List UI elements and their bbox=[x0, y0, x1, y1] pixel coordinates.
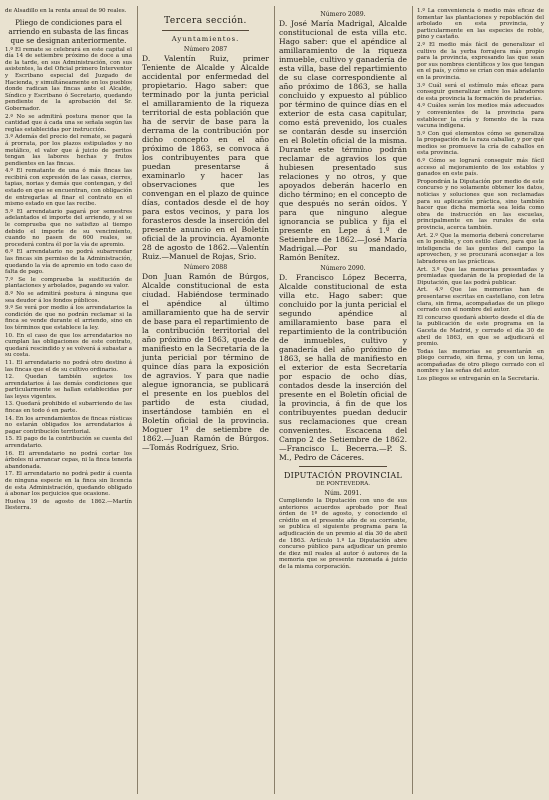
paragraph: Los pliegos se entregarán en la Secretaría. bbox=[417, 376, 540, 383]
column-2 bbox=[137, 8, 274, 792]
paragraph: 14. En los arrendamientos de fincas rústicas no estarán obligados los arrendatarios á pagar contribución territorial. bbox=[5, 415, 132, 435]
notice-text: D. Valentín Ruiz, primer Teniente de Alcalde y Alcalde accidental por enfermedad del propietario. Hago saber: que terminado por la junta pericial el amillaramiento de la riqueza territorial de esta población que ha de servir de base para la derrama de la contribución por dicho concepto en el año próximo de 1863, se convoca á los contribuyentes para que puedan presentarse á examinarlo y hacer las observaciones que les convengan en el plazo de quince días, contados desde el de hoy para estos vecinos, y para los forasteros desde la inserción del presente anuncio en el Boletín oficial de la provincia. Ayamonte 28 de agosto de 1862.—Valentín Ruiz.—Manuel de Rojas, Srio. bbox=[142, 54, 269, 261]
divider bbox=[162, 30, 249, 31]
paragraph: 1.º La conveniencia ó medio más eficaz de fomentar las plantaciones y repoblación del arbolado en esta provincia, y particularmente en las especies de roble, pino y castaño. bbox=[417, 8, 544, 41]
diputacion-subtitle: DE PONTEVEDRA. bbox=[315, 481, 371, 487]
notice-number: Número 2088 bbox=[183, 264, 228, 271]
paragraph: 8.º No se admitirá postura á ninguna que sea deudor á los fondos públicos. bbox=[5, 290, 132, 304]
paragraph: 17. El arrendatario no podrá pedir á cuenta de ninguna especie en la finca sin licencia de esta Administración, quedando obligado á abonar los perjuicios que ocasione. bbox=[5, 471, 132, 498]
column-4 bbox=[412, 8, 549, 792]
conditions-title: Pliego de condiciones para el arriendo en subasta de las fincas que se designan anteriormente. bbox=[8, 17, 129, 45]
column-1 bbox=[0, 8, 137, 792]
paragraph: 5.º Con qué elementos cómo se generaliza la propagación de la raza caballar, y por qué medios se promueve la cría de caballos en esta provincia. bbox=[417, 130, 544, 157]
notice-number: Número 2087 bbox=[183, 46, 228, 53]
paragraph: Art. 2.º Que la memoria deberá concretarse en lo posible, y con estilo claro, para que la inteligencia de las gentes del campo la aprovechen, y se procurará aconsejar a los labradores en las prácticas. bbox=[417, 232, 544, 265]
paragraph: Huelva 19 de agosto de 1862.—Martín Ilesterra. bbox=[5, 498, 132, 512]
notice-text: D. Francisco López Becerra, Alcalde constitucional de esta villa etc. Hago saber: que concluido por la junta pericial el segundo apéndice al amillaramiento base para el repartimiento de la contribución de inmuebles, cultivo y ganadería del año próximo de 1863, se halla de manifiesto en el exterior de esta Secretaría por espacio de ocho días, contados desde la inserción del presente en el Boletín oficial de la provincia, á fin de que los contribuyentes puedan deducir sus reclamaciones que crean convenientes. Escacena del Campo 2 de Setiembre de 1862.—Francisco L. Becerra.—P. S. M., Pedro de Cáceres. bbox=[279, 273, 407, 462]
paragraph: 2.º No se admitirá postura menor que la cantidad que á cada una se señala según las reglas establecidas por instrucción. bbox=[5, 113, 132, 133]
paragraph: 12. Quedan también sujetos los arrendatarios á las demás condiciones que particularmente se hallan establecidas por las leyes vigentes. bbox=[5, 374, 132, 400]
conditions-list bbox=[5, 47, 132, 512]
notice-number: Núm. 2091. bbox=[324, 490, 362, 497]
program-list bbox=[417, 8, 544, 383]
section-subtitle: Ayuntamientos. bbox=[171, 35, 240, 43]
paragraph: 9.º Se verá por medio á los arrendatarios la condición de que no podrán reclamar si la finca se vende durante el arriendo, sino en los términos que establece la ley. bbox=[5, 305, 132, 331]
notice-text: Don Juan Ramón de Búrgos, Alcalde constitucional de esta ciudad. Habiéndose terminado el apéndice al último amillaramiento que ha de servir de base para el repartimiento de la contribución territorial del año próximo de 1863, queda de manifiesto en la Secretaría de la junta pericial por término de quince días para la exposición de agravios. Y para que nadie alegue ignorancia, se publicará el presente en los pueblos del partido de esta ciudad, insertándose también en el Boletín oficial de la provincia. Moguer 1º de setiembre de 1862.—Juan Ramón de Búrgos.—Tomás Rodríguez, Srio. bbox=[142, 272, 269, 452]
paragraph: 16. El arrendatario no podrá cortar los árboles ni arrancar cepas, ni la finca tenerla abandonada. bbox=[5, 450, 132, 470]
paragraph: El concurso quedará abierto desde el día de la publicación de este programa en la Gaceta de Madrid, y cerrado el día 30 de abril de 1863, en que se adjudicará el premio. bbox=[417, 314, 544, 348]
paragraph: 1.º El remate se celebrará en este capital el día 14 de setiembre próximo de doce a una de la tarde, en sus Administración, con sus asistentes, la del Oficial primero Interventor y Escribano especial del Juzgado de Hacienda, y simultáneamente en los pueblos donde radican las fincas ante el Alcalde, Síndico y Escribano ó Secretario, quedando pendiente de la aprobación del Sr. Gobernador. bbox=[5, 46, 132, 112]
paragraph: 4.º Cuáles serán los medios más adecuados y convenientes de la provincia para establecer la cría y fomento de la raza vacuna indígena. bbox=[417, 103, 544, 130]
paragraph: Art. 4.º Que las memorias han de presentarse escritas en castellano, con letra clara, sin firma, acompañadas de un pliego cerrado con el nombre del autor. bbox=[417, 287, 544, 314]
paragraph: 3.º Además del precio del remate, se pagará á prorrata, por los plazos estipulados y no metálico, el valor que á juicio de peritos tengan las labores hechas y frutos pendientes en las fincas. bbox=[5, 134, 132, 167]
intro-text: de Alsadillo en la renta anual de 90 reales. bbox=[5, 8, 127, 14]
paragraph: Todas las memorias se presentarán en pliego cerrado, sin firma, y con un lema, acompañadas de otro pliego cerrado con el nombre y las señas del autor. bbox=[417, 348, 544, 375]
notice-text: Cumpliendo la Diputación con uno de sus anteriores acuerdos aprobado por Real órden de 1º de agosto, y conociendo el crédito en el presente año de su corriente, se publica el siguiente programa para la adjudicación de un premio al día 30 de abril de 1863. Artículo 1.º La Diputación abre concurso público para adjudicar un premio de diez mil reales al autor ó autores de la memoria que se presente razonada á juicio de la misma corporación. bbox=[279, 498, 407, 570]
paragraph: 11. El arrendatario no podrá otro destino á las fincas que el de su cultivo ordinario. bbox=[5, 359, 132, 373]
paragraph: Propondrán la Diputación por medio de este concurso y no solamente obtener los datos, noticias y soluciones que son reclamadas para su aplicación práctica, sino también hacer que dicha memoria sea leída como obra de instrucción en las escuelas, principalmente en las rurales de esta provincia, acerca también. bbox=[417, 178, 544, 231]
notice-number: Número 2090. bbox=[320, 265, 366, 272]
paragraph: 10. En el caso de que los arrendatarios no cumplan las obligaciones de este contrato, quedará rescindido y se volverá á subastar a su costa. bbox=[5, 332, 132, 359]
paragraph: 6.º Cómo se logrará conseguir más fácil acceso al mejoramiento de los establos y ganados en este país. bbox=[417, 158, 544, 178]
paragraph: 13. Quedará prohibido el subarriendo de las fincas en todo ó en parte. bbox=[5, 401, 132, 415]
diputacion-title: DIPUTACIÓN PROVINCIAL bbox=[283, 471, 403, 480]
paragraph: 4.º El rematante de una ó más fincas las recibirá con expresión de las casas, cierres, tapias, norias y demás que contengan, y del estado en que se encuentran, con obligación de entregarlas al finar el contrato en el mismo estado en que las recibe. bbox=[5, 168, 132, 208]
paragraph: 7.º Se le comprueba la sustitución de plantaciones y arbolados, pagando su valor. bbox=[5, 276, 132, 290]
paragraph: Art. 3.º Que las memorias presentadas y premiadas quedarán de la propiedad de la Diputación, que las podrá publicar. bbox=[417, 266, 544, 286]
paragraph: 2.º El medio más fácil de generalizar el cultivo de la yerba forrajera más propio para la provincia, expresando las que sean por sus nombres científicos y los que tengan en el país, y cómo se crían con más adelanto en la provincia. bbox=[417, 41, 544, 81]
section-title: Tercera sección. bbox=[164, 16, 247, 26]
paragraph: 6.º El arrendatario no podrá subarrendar las fincas sin permiso de la Administración, quedando la vía de apremio en todo caso de falta de pago. bbox=[5, 249, 132, 276]
paragraph: 3.º Cuál será el estímulo más eficaz para conseguir generalizar entre los labradores de esta provincia la formación de praderías. bbox=[417, 82, 544, 102]
notice-number: Número 2089. bbox=[320, 11, 366, 18]
paragraph: 5.º El arrendatario pagará por semestres adelantados el importe del arriendo, y si se le comprueba que no satisfizo al tiempo debido el importe de su vencimiento, cuando no pasen de 600 reales, se procederá contra él por la vía de apremio. bbox=[5, 208, 132, 248]
column-3 bbox=[274, 8, 412, 792]
notice-text: D. José María Madrigal, Alcalde constitucional de esta villa etc. Hago saber: que el apéndice al amillaramiento de la riqueza inmueble, cultivo y ganadería de esta villa, base del repartimiento de su clase correspondiente al año próximo de 1863, se halla concluido y expuesto al público por término de quince días en el exterior de esta casa capitular, como está prevenido, los cuales se contarán desde su inserción en el Boletín oficial de la misma. Durante este término podrán reclamar de agravios los que hubiesen presentado sus relaciones y no otros, y que apoyados deberán hacerlo en dicho término; en el concepto de que después no serán oídos. Y para que ninguno alegue ignorancia se publica y fija el presente en Lepe á 1.º de Setiembre de 1862.—José María Madrigal.—Por su mandado, Ramón Benítez. bbox=[279, 19, 407, 262]
paragraph: 15. El pago de la contribución se cuenta del arrendatario. bbox=[5, 436, 132, 450]
divider bbox=[299, 466, 387, 467]
